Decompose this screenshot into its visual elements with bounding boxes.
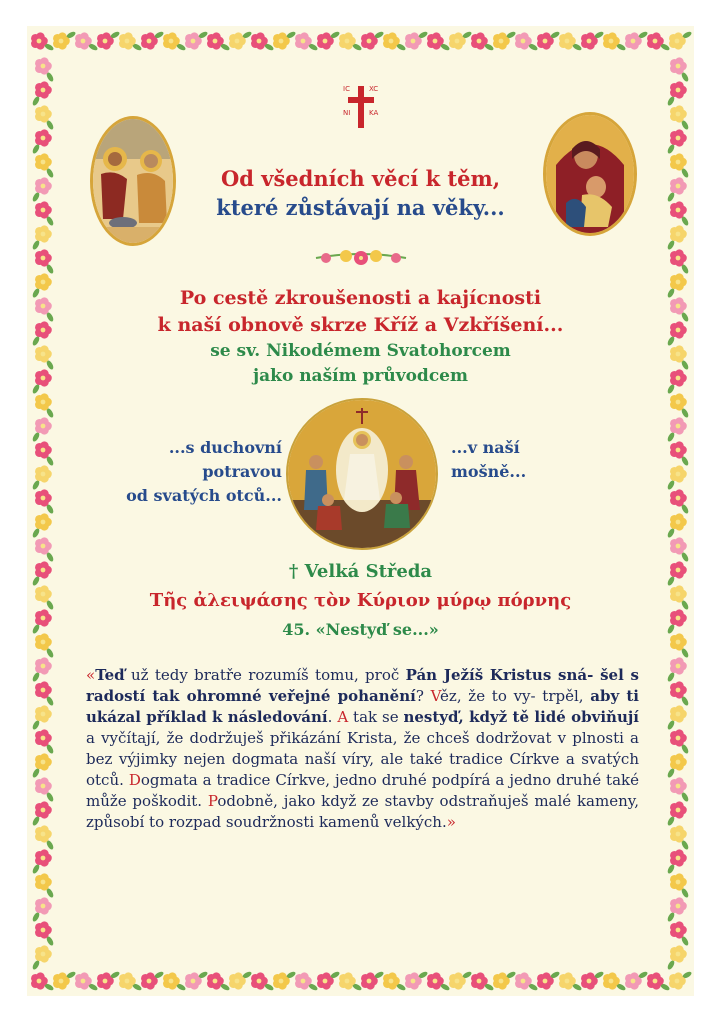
side-text-right bbox=[451, 436, 591, 484]
border-flower-icon bbox=[35, 513, 52, 530]
icon-resurrection bbox=[286, 398, 438, 550]
icon-washing-of-feet bbox=[90, 116, 176, 246]
border-leaf-icon bbox=[666, 911, 675, 922]
subtitle-line4: jako naším průvodcem bbox=[253, 366, 468, 386]
border-leaf-icon bbox=[666, 335, 675, 346]
border-leaf-icon bbox=[31, 671, 40, 682]
side-left-line2: potravou bbox=[202, 462, 282, 481]
border-flower-icon bbox=[35, 657, 52, 674]
icon-theotokos bbox=[543, 112, 637, 236]
border-flower-icon bbox=[670, 177, 687, 194]
border-flower-icon bbox=[670, 945, 687, 962]
floral-border-top bbox=[27, 26, 694, 56]
border-flower-icon bbox=[670, 321, 687, 338]
border-flower-icon bbox=[670, 633, 687, 650]
body-text: tak se bbox=[348, 708, 404, 726]
border-flower-icon bbox=[35, 537, 52, 554]
close-quote: » bbox=[446, 813, 456, 831]
border-flower-icon bbox=[35, 465, 52, 482]
border-flower-icon bbox=[670, 729, 687, 746]
border-flower-icon bbox=[35, 417, 52, 434]
border-flower-icon bbox=[35, 897, 52, 914]
border-flower-icon bbox=[35, 561, 52, 578]
border-leaf-icon bbox=[666, 815, 675, 826]
border-flower-icon bbox=[35, 57, 52, 74]
border-leaf-icon bbox=[666, 575, 675, 586]
border-leaf-icon bbox=[666, 479, 675, 490]
border-leaf-icon bbox=[31, 719, 40, 730]
border-leaf-icon bbox=[666, 527, 675, 538]
main-title-line1: Od všedních věcí k těm, bbox=[220, 166, 501, 191]
border-flower-icon bbox=[670, 225, 687, 242]
border-leaf-icon bbox=[666, 671, 675, 682]
border-flower-icon bbox=[35, 369, 52, 386]
body-initial: V bbox=[430, 687, 441, 705]
border-flower-icon bbox=[35, 729, 52, 746]
border-leaf-icon bbox=[666, 239, 675, 250]
border-flower-icon bbox=[670, 273, 687, 290]
border-flower-icon bbox=[35, 441, 52, 458]
border-flower-icon bbox=[670, 801, 687, 818]
border-flower-icon bbox=[670, 513, 687, 530]
day-name: † Velká Středa bbox=[288, 561, 433, 582]
side-text-left bbox=[92, 436, 282, 508]
side-left-line3: od svatých otců... bbox=[126, 486, 282, 505]
border-flower-icon bbox=[670, 201, 687, 218]
border-flower-icon bbox=[35, 825, 52, 842]
border-flower-icon bbox=[35, 225, 52, 242]
border-flower-icon bbox=[670, 561, 687, 578]
body-bold: Teď bbox=[95, 666, 125, 684]
main-title-line2: které zůstávají na věky... bbox=[216, 195, 505, 220]
border-leaf-icon bbox=[31, 335, 40, 346]
border-flower-icon bbox=[35, 801, 52, 818]
border-flower-icon bbox=[35, 681, 52, 698]
border-flower-icon bbox=[670, 249, 687, 266]
subtitle-line3: se sv. Nikodémem Svatohorcem bbox=[210, 341, 511, 361]
border-flower-icon bbox=[670, 777, 687, 794]
cross-label: XC bbox=[369, 85, 379, 93]
border-leaf-icon bbox=[666, 959, 675, 970]
border-leaf-icon bbox=[666, 143, 675, 154]
main-title bbox=[180, 164, 541, 222]
body-bold: aby ti ukázal příklad k následování bbox=[86, 687, 640, 726]
side-right-line1: ...v naší bbox=[451, 438, 520, 457]
border-flower-icon bbox=[670, 153, 687, 170]
border-flower-icon bbox=[670, 609, 687, 626]
border-leaf-icon bbox=[666, 719, 675, 730]
border-flower-icon bbox=[670, 369, 687, 386]
border-leaf-icon bbox=[31, 959, 40, 970]
border-leaf-icon bbox=[666, 383, 675, 394]
border-leaf-icon bbox=[666, 287, 675, 298]
border-flower-icon bbox=[670, 345, 687, 362]
border-flower-icon bbox=[35, 753, 52, 770]
border-flower-icon bbox=[35, 705, 52, 722]
border-leaf-icon bbox=[31, 623, 40, 634]
border-flower-icon bbox=[35, 873, 52, 890]
border-leaf-icon bbox=[31, 911, 40, 922]
border-flower-icon bbox=[35, 153, 52, 170]
border-flower-icon bbox=[35, 321, 52, 338]
border-flower-icon bbox=[670, 921, 687, 938]
border-flower-icon bbox=[670, 105, 687, 122]
border-flower-icon bbox=[670, 441, 687, 458]
border-leaf-icon bbox=[31, 239, 40, 250]
border-flower-icon bbox=[670, 297, 687, 314]
cross-icon bbox=[333, 84, 389, 130]
body-initial: A bbox=[337, 708, 349, 726]
border-leaf-icon bbox=[31, 95, 40, 106]
border-flower-icon bbox=[670, 81, 687, 98]
border-leaf-icon bbox=[31, 527, 40, 538]
subtitle-line1: Po cestě zkroušenosti a kajícnosti bbox=[179, 287, 542, 309]
border-flower-icon bbox=[35, 945, 52, 962]
border-flower-icon bbox=[35, 585, 52, 602]
border-flower-icon bbox=[670, 585, 687, 602]
border-flower-icon bbox=[35, 849, 52, 866]
border-leaf-icon bbox=[31, 479, 40, 490]
floral-border-bottom bbox=[27, 966, 694, 996]
border-leaf-icon bbox=[31, 191, 40, 202]
border-flower-icon bbox=[670, 57, 687, 74]
body-text: a vyčítají, že dodržuješ přikázání Krista, že chceš dodržovat v plnosti a bez výjimky nejen dogmata naší víry, ale také tradice Církve a svatých otců. bbox=[86, 729, 639, 789]
cross-label: KA bbox=[369, 109, 379, 117]
border-flower-icon bbox=[670, 465, 687, 482]
body-initial: P bbox=[207, 792, 218, 810]
body-text: . bbox=[327, 708, 338, 726]
cross-label: NI bbox=[343, 109, 351, 117]
body-text: ? bbox=[415, 687, 431, 705]
body-paragraph bbox=[86, 665, 639, 833]
border-flower-icon bbox=[670, 417, 687, 434]
cross-label: IC bbox=[343, 85, 350, 93]
border-leaf-icon bbox=[666, 431, 675, 442]
subtitle-block bbox=[110, 285, 611, 389]
border-flower-icon bbox=[35, 609, 52, 626]
border-flower-icon bbox=[670, 753, 687, 770]
border-flower-icon bbox=[670, 393, 687, 410]
border-leaf-icon bbox=[31, 431, 40, 442]
border-flower-icon bbox=[670, 537, 687, 554]
border-flower-icon bbox=[670, 681, 687, 698]
floral-border-left bbox=[27, 26, 59, 996]
border-flower-icon bbox=[35, 345, 52, 362]
border-flower-icon bbox=[35, 297, 52, 314]
greek-title: Τῆς ἀλειψάσης τὸν Κύριον μύρῳ πόρνης bbox=[149, 590, 572, 611]
body-text: odobně, jako když ze stavby odstraňuješ malé kameny, způsobí to rozpad soudržnosti kamenů velkých. bbox=[86, 792, 639, 831]
border-flower-icon bbox=[35, 777, 52, 794]
body-text: ěz, že to vy- trpěl, bbox=[440, 687, 591, 705]
border-flower-icon bbox=[35, 177, 52, 194]
subtitle-line2: k naší obnově skrze Kříž a Vzkříšení... bbox=[157, 314, 564, 336]
border-flower-icon bbox=[35, 105, 52, 122]
border-flower-icon bbox=[670, 705, 687, 722]
border-leaf-icon bbox=[666, 95, 675, 106]
side-right-line2: mošně... bbox=[451, 462, 527, 481]
border-flower-icon bbox=[35, 489, 52, 506]
border-leaf-icon bbox=[31, 815, 40, 826]
border-flower-icon bbox=[35, 249, 52, 266]
border-flower-icon bbox=[35, 393, 52, 410]
border-flower-icon bbox=[670, 873, 687, 890]
border-leaf-icon bbox=[666, 863, 675, 874]
body-text: ogmata a tradice Církve, jedno druhé podpírá a jedno druhé také může poškodit. bbox=[86, 771, 639, 810]
side-left-line1: ...s duchovní bbox=[168, 438, 282, 457]
border-leaf-icon bbox=[31, 863, 40, 874]
border-leaf-icon bbox=[31, 143, 40, 154]
body-initial: D bbox=[128, 771, 141, 789]
border-flower-icon bbox=[35, 201, 52, 218]
border-leaf-icon bbox=[31, 383, 40, 394]
border-flower-icon bbox=[670, 489, 687, 506]
flower-ornament-icon bbox=[312, 246, 410, 270]
border-flower-icon bbox=[35, 81, 52, 98]
border-flower-icon bbox=[670, 825, 687, 842]
border-flower-icon bbox=[670, 657, 687, 674]
body-text: už tedy bratře rozumíš tomu, proč bbox=[124, 666, 406, 684]
border-leaf-icon bbox=[31, 575, 40, 586]
border-flower-icon bbox=[670, 129, 687, 146]
border-leaf-icon bbox=[31, 287, 40, 298]
body-bold: Pán Ježíš Kristus sná- šel s radostí tak ohromné veřejné pohanění bbox=[86, 666, 639, 705]
border-flower-icon bbox=[35, 273, 52, 290]
floral-border-right bbox=[662, 26, 694, 996]
border-leaf-icon bbox=[31, 767, 40, 778]
body-bold: nestyď, když tě lidé obviňují bbox=[403, 708, 639, 726]
day-title-block bbox=[110, 558, 611, 644]
border-flower-icon bbox=[670, 849, 687, 866]
border-leaf-icon bbox=[666, 623, 675, 634]
border-flower-icon bbox=[35, 921, 52, 938]
border-flower-icon bbox=[35, 633, 52, 650]
reading-number-title: 45. «Nestyď se...» bbox=[282, 620, 439, 639]
border-leaf-icon bbox=[666, 191, 675, 202]
border-leaf-icon bbox=[666, 767, 675, 778]
open-quote: « bbox=[86, 666, 96, 684]
border-flower-icon bbox=[670, 897, 687, 914]
border-flower-icon bbox=[35, 129, 52, 146]
